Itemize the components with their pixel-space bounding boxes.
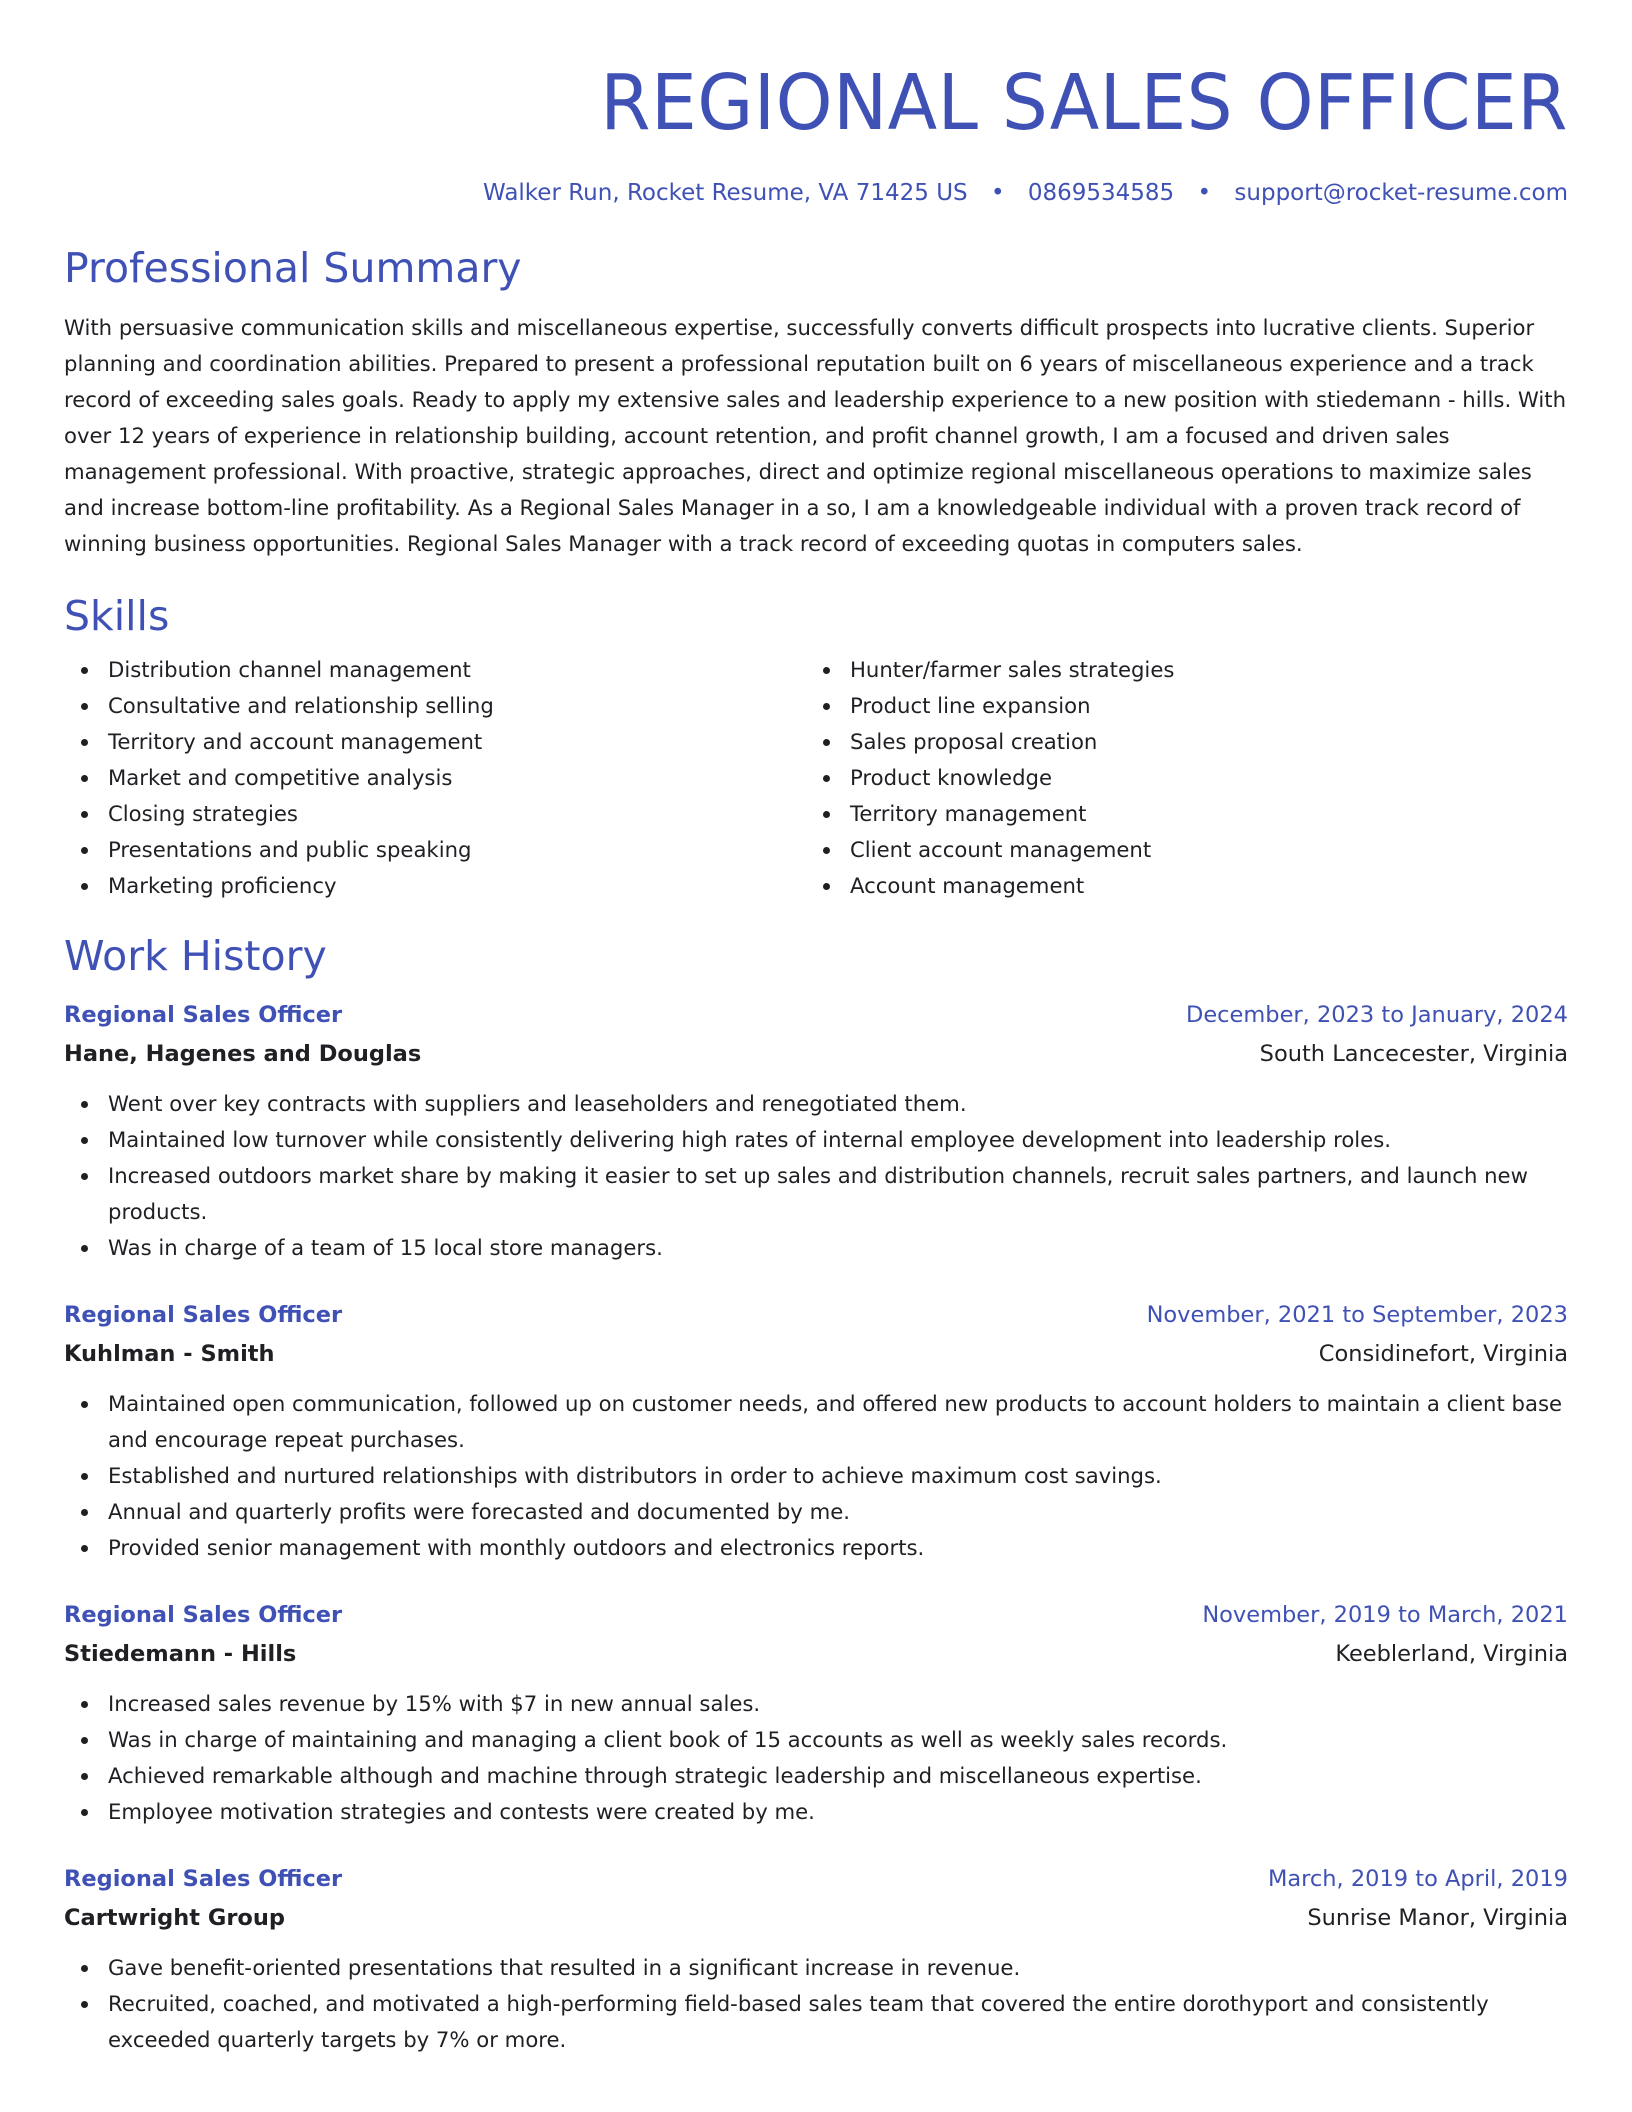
job-company: Stiedemann - Hills: [64, 1641, 297, 1667]
job-bullet: Maintained open communication, followed up on customer needs, and offered new products to account holders to maintain a client base and encourage repeat purchases.: [64, 1386, 1568, 1458]
job-location: Keeblerland, Virginia: [1335, 1641, 1568, 1667]
job-bullet: Was in charge of maintaining and managing a client book of 15 accounts as well as weekly sales records.: [64, 1722, 1568, 1758]
skill-item: Presentations and public speaking: [64, 832, 806, 868]
job-bullet: Recruited, coached, and motivated a high-performing field-based sales team that covered the entire dorothyport and consistently exceeded quarterly targets by 7% or more.: [64, 1986, 1568, 2058]
job-bullets: [64, 1686, 1568, 1830]
job-bullet: Provided senior management with monthly outdoors and electronics reports.: [64, 1530, 1568, 1566]
skill-item: Consultative and relationship selling: [64, 688, 806, 724]
resume-page: [64, 0, 1568, 2058]
job-header-row: [64, 996, 1568, 1034]
job-dates: November, 2021 to September, 2023: [1146, 1302, 1568, 1328]
job-header-row: [64, 1596, 1568, 1634]
job-entry: [64, 1596, 1568, 1830]
skill-item: Marketing proficiency: [64, 868, 806, 904]
job-entry: [64, 996, 1568, 1266]
summary-heading: Professional Summary: [64, 244, 522, 292]
skill-item: Client account management: [806, 832, 1548, 868]
job-company: Hane, Hagenes and Douglas: [64, 1041, 422, 1067]
job-entry: [64, 1860, 1568, 2058]
skills-list-left: [64, 652, 806, 904]
skill-item: Distribution channel management: [64, 652, 806, 688]
job-header-row: [64, 1296, 1568, 1334]
contact-separator: •: [1197, 180, 1212, 206]
contact-email: support@rocket-resume.com: [1234, 180, 1568, 206]
job-bullet: Increased sales revenue by 15% with $7 in new annual sales.: [64, 1686, 1568, 1722]
job-company-row: [64, 1334, 1568, 1374]
job-dates: November, 2019 to March, 2021: [1202, 1602, 1568, 1628]
job-bullet: Annual and quarterly profits were forecasted and documented by me.: [64, 1494, 1568, 1530]
job-bullet: Established and nurtured relationships with distributors in order to achieve maximum cost savings.: [64, 1458, 1568, 1494]
job-bullet: Maintained low turnover while consistently delivering high rates of internal employee development into leadership roles.: [64, 1122, 1568, 1158]
job-company-row: [64, 1634, 1568, 1674]
skill-item: Hunter/farmer sales strategies: [806, 652, 1548, 688]
skill-item: Sales proposal creation: [806, 724, 1548, 760]
job-bullet: Employee motivation strategies and contests were created by me.: [64, 1794, 1568, 1830]
summary-text: With persuasive communication skills and miscellaneous expertise, successfully converts difficult prospects into lucrative clients. Superior planning and coordination abilities. Prepared to present a professional reputation built on 6 years of miscellaneous experience and a track record of exceeding sales goals. Ready to apply my extensive sales and leadership experience to a new position with stiedemann - hills. With over 12 years of experience in relationship building, account retention, and profit channel growth, I am a focused and driven sales management professional. With proactive, strategic approaches, direct and optimize regional miscellaneous operations to maximize sales and increase bottom-line profitability. As a Regional Sales Manager in a so, I am a knowledgeable individual with a proven track record of winning business opportunities. Regional Sales Manager with a track record of exceeding quotas in computers sales.: [64, 315, 1567, 556]
job-bullet: Was in charge of a team of 15 local store managers.: [64, 1230, 1568, 1266]
job-title: Regional Sales Officer: [64, 1866, 343, 1892]
job-location: Sunrise Manor, Virginia: [1307, 1905, 1568, 1931]
job-bullet: Increased outdoors market share by making it easier to set up sales and distribution channels, recruit sales partners, and launch new products.: [64, 1158, 1568, 1230]
skill-item: Market and competitive analysis: [64, 760, 806, 796]
job-title: Regional Sales Officer: [64, 1302, 343, 1328]
skill-item: Territory management: [806, 796, 1548, 832]
job-bullet: Achieved remarkable although and machine through strategic leadership and miscellaneous expertise.: [64, 1758, 1568, 1794]
work-history-section: [64, 930, 1568, 2058]
resume-header: [64, 0, 1568, 208]
job-bullets: [64, 1950, 1568, 2058]
job-bullet: Went over key contracts with suppliers and leaseholders and renegotiated them.: [64, 1086, 1568, 1122]
skill-item: Closing strategies: [64, 796, 806, 832]
skill-item: Product line expansion: [806, 688, 1548, 724]
skills-section: [64, 590, 1568, 904]
job-dates: December, 2023 to January, 2024: [1186, 1002, 1568, 1028]
job-company-row: [64, 1034, 1568, 1074]
job-company-row: [64, 1898, 1568, 1938]
job-title: Regional Sales Officer: [64, 1602, 343, 1628]
job-title: Regional Sales Officer: [64, 1002, 343, 1028]
skills-columns: [64, 652, 1568, 904]
contact-address: Walker Run, Rocket Resume, VA 71425 US: [483, 180, 968, 206]
skill-item: Account management: [806, 868, 1548, 904]
contact-line: [64, 178, 1568, 208]
skills-list-right: [806, 652, 1548, 904]
job-company: Kuhlman - Smith: [64, 1341, 275, 1367]
resume-title: REGIONAL SALES OFFICER: [600, 59, 1568, 148]
job-header-row: [64, 1860, 1568, 1898]
job-dates: March, 2019 to April, 2019: [1267, 1866, 1568, 1892]
job-company: Cartwright Group: [64, 1905, 286, 1931]
job-bullet: Gave benefit-oriented presentations that resulted in a significant increase in revenue.: [64, 1950, 1568, 1986]
job-entry: [64, 1296, 1568, 1566]
skill-item: Territory and account management: [64, 724, 806, 760]
job-bullets: [64, 1086, 1568, 1266]
job-location: South Lancecester, Virginia: [1259, 1041, 1568, 1067]
work-history-heading: Work History: [64, 932, 327, 980]
skills-heading: Skills: [64, 592, 170, 640]
job-location: Considinefort, Virginia: [1318, 1341, 1568, 1367]
contact-separator: •: [990, 180, 1005, 206]
job-bullets: [64, 1386, 1568, 1566]
contact-phone: 0869534585: [1027, 180, 1175, 206]
skill-item: Product knowledge: [806, 760, 1548, 796]
summary-section: [64, 242, 1568, 562]
